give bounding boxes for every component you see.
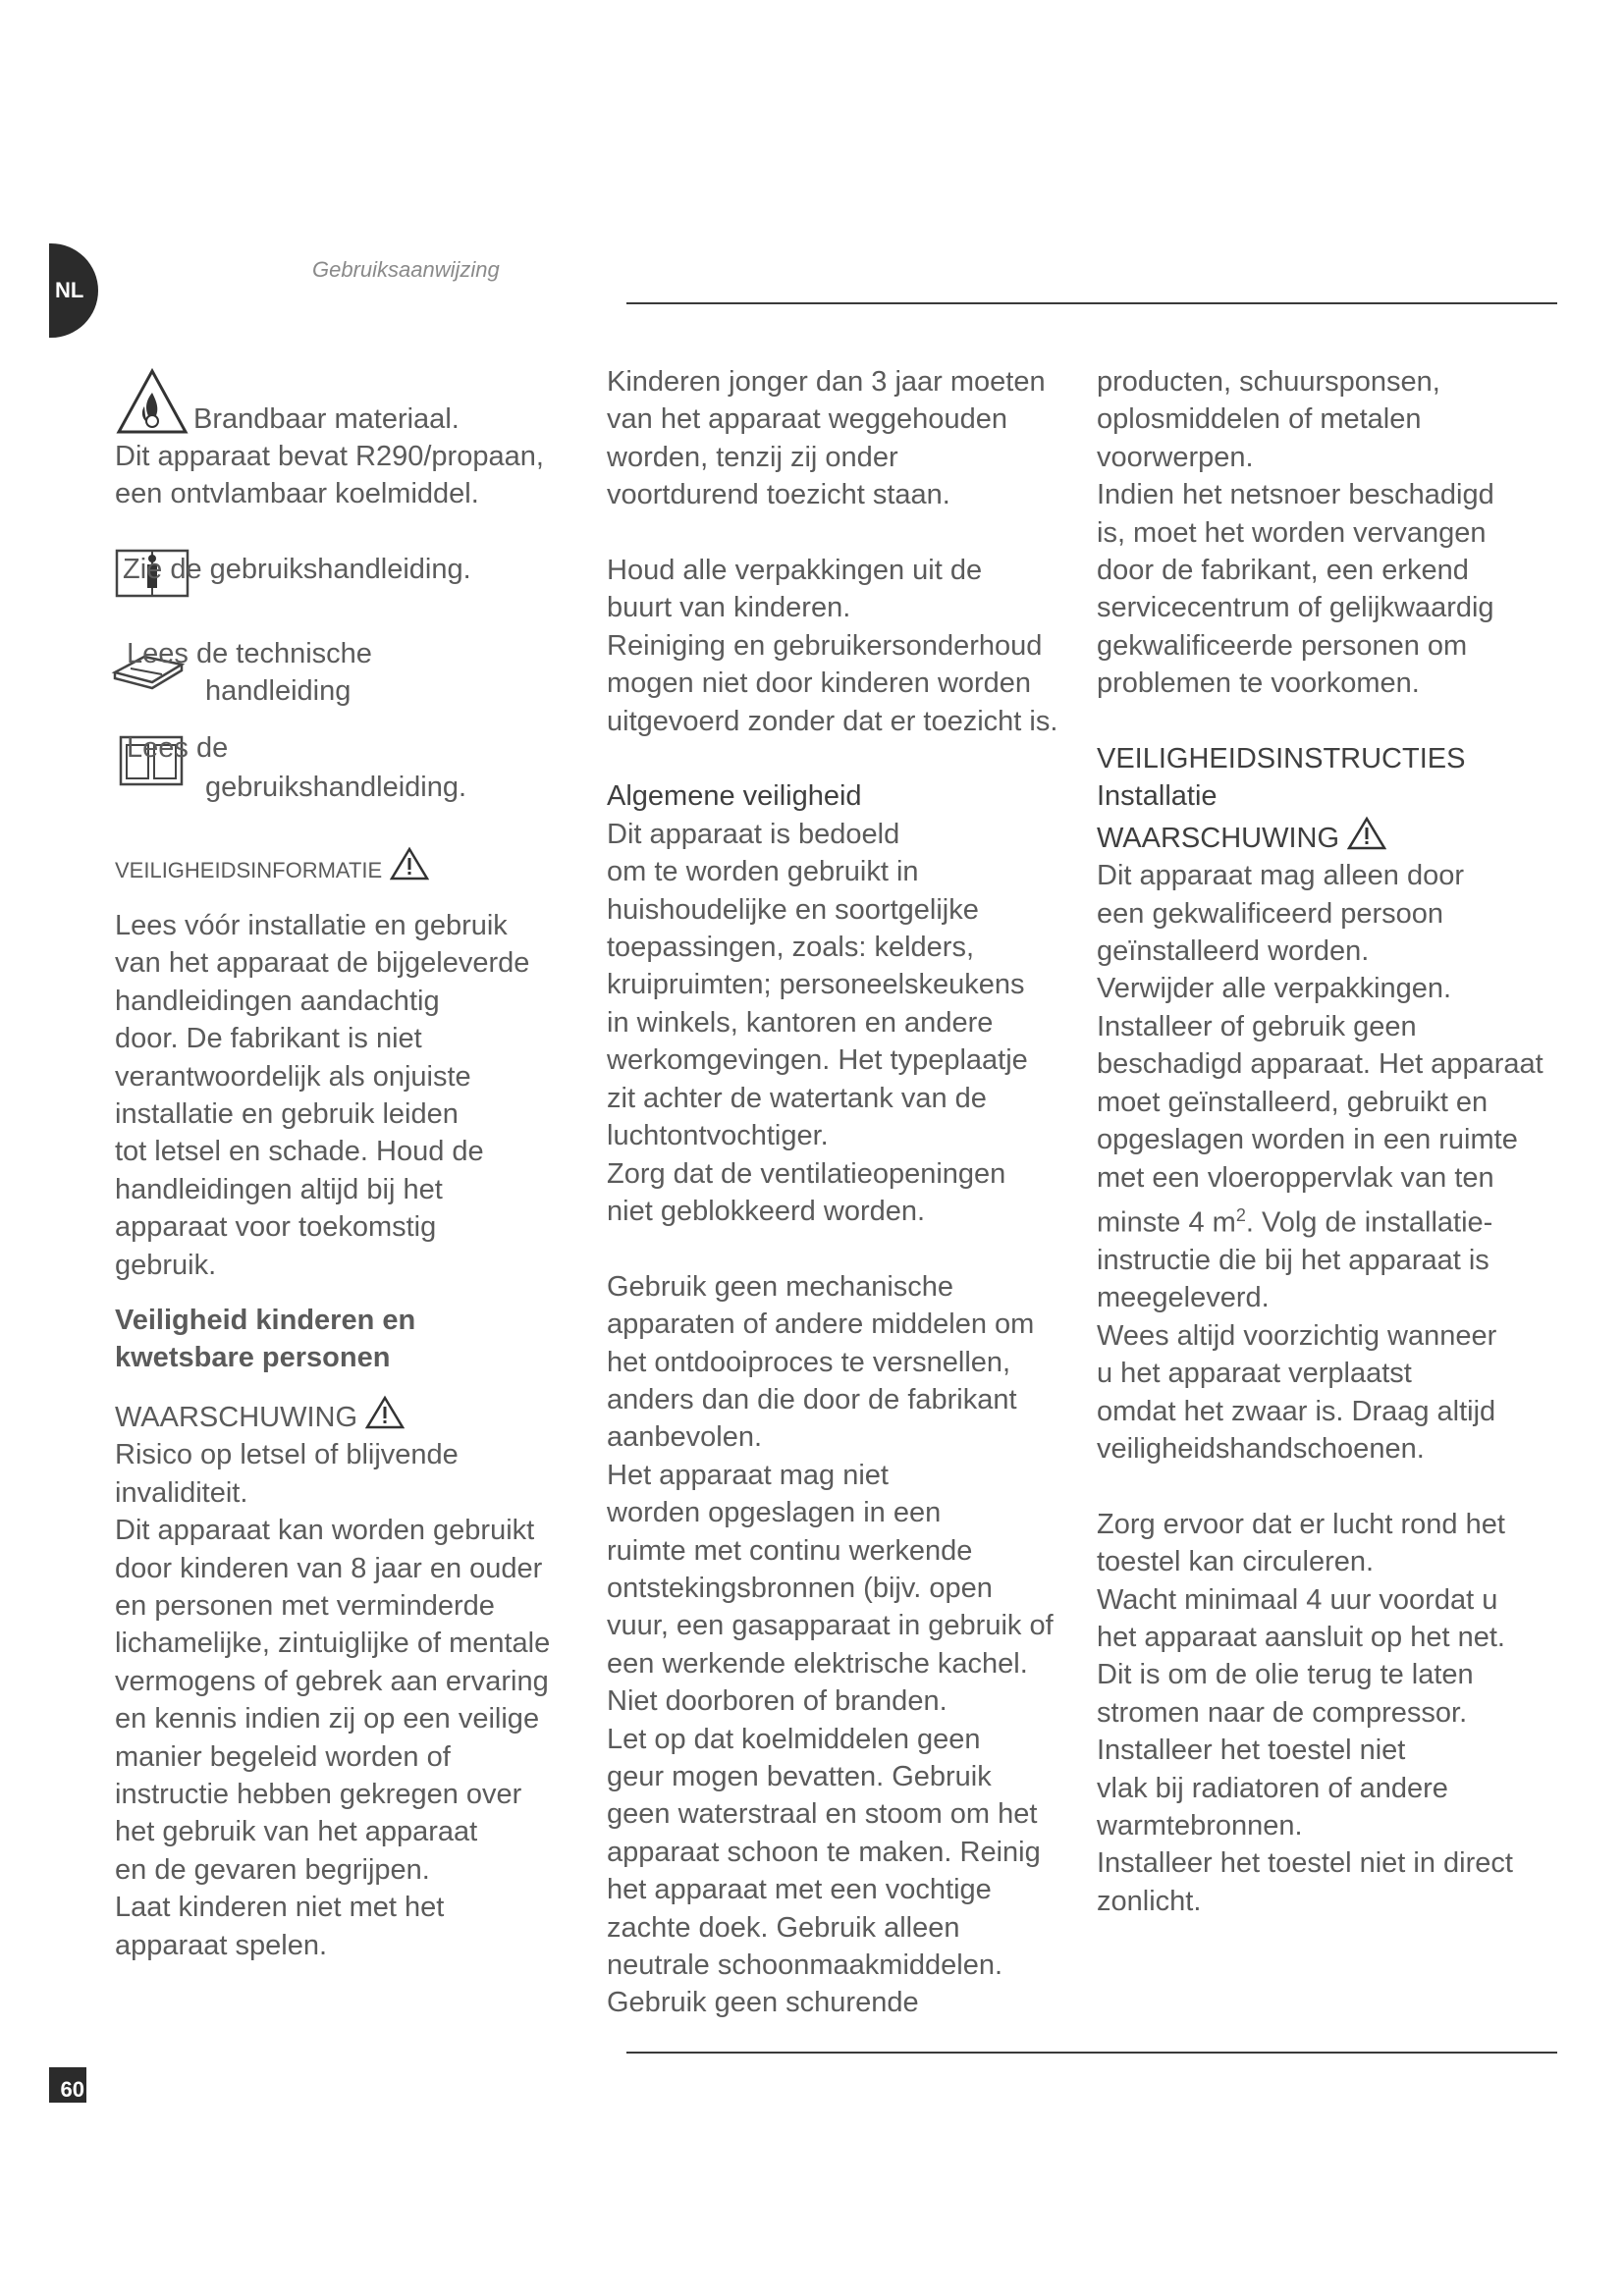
page-header-title: Gebruiksaanwijzing [312,257,500,282]
cord-line-2: oplosmiddelen of metalen [1097,403,1422,436]
general-safety-heading: Algemene veiligheid [607,780,862,813]
packaging-line-4: mogen niet door kinderen worden [607,667,1032,700]
warning-line-11: het gebruik van het apparaat [115,1816,478,1848]
defrost-line-12: Niet doorboren of branden. [607,1685,947,1718]
area-prefix: minste 4 m [1097,1206,1236,1239]
defrost-line-9: ontstekingsbronnen (bijv. open [607,1572,993,1604]
warning-line-3: Dit apparaat kan worden gebruikt [115,1515,535,1547]
warning-line-10: instructie hebben gekregen over [115,1778,522,1810]
warning-line-5: en personen met verminderde [115,1589,495,1622]
general-safety-line-3: huishoudelijke en soortgelijke [607,893,979,926]
packaging-line-5: uitgevoerd zonder dat er toezicht is. [607,705,1058,737]
cord-line-7: servicecentrum of gelijkwaardig [1097,592,1494,624]
installation-warning-label: WAARSCHUWING [1097,822,1340,854]
column-2 [607,363,1078,2022]
general-safety-line-8: zit achter de watertank van de [607,1082,987,1114]
cord-line-5: is, moet het worden vervangen [1097,516,1487,549]
general-safety-line-4: toepassingen, zoals: kelders, [607,932,974,964]
safety-info-heading: VEILIGHEIDSINFORMATIE [115,857,383,882]
top-divider [626,302,1557,304]
warning-line-6: lichamelijke, zintuiglijke of mentale [115,1628,551,1660]
technical-manual-caption-line-2: handleiding [205,675,352,708]
cord-line-4: Indien het netsnoer beschadigd [1097,479,1494,511]
packaging-line-3: Reiniging en gebruikersonderhoud [607,629,1043,662]
warning-line-7: vermogens of gebrek aan ervaring [115,1665,549,1697]
safety-info-line-4: door. De fabrikant is niet [115,1023,422,1055]
defrost-line-14: geur mogen bevatten. Gebruik [607,1760,992,1792]
airflow-line-2: toestel kan circuleren. [1097,1546,1375,1578]
cord-line-1: producten, schuursponsen, [1097,366,1440,398]
warning-line-14: apparaat spelen. [115,1929,328,1961]
flammable-symbol-block [115,363,576,438]
flammable-text-line-2: een ontvlambaar koelmiddel. [115,478,479,510]
defrost-line-11: een werkende elektrische kachel. [607,1647,1028,1680]
warning-triangle-icon [1347,816,1386,851]
cord-line-3: voorwerpen. [1097,441,1254,473]
manual-symbol-block [115,551,576,600]
general-safety-line-1: Dit apparaat is bedoeld [607,818,900,850]
safety-info-line-5: verantwoordelijk als onjuiste [115,1060,471,1093]
general-safety-line-2: om te worden gebruikt in [607,856,919,888]
general-safety-line-7: werkomgevingen. Het typeplaatje [607,1044,1028,1077]
general-safety-line-11: niet geblokkeerd worden. [607,1195,926,1227]
airflow-line-9: warmtebronnen. [1097,1810,1303,1842]
flammable-caption: Brandbaar materiaal. [193,403,460,435]
warning-triangle-icon [390,846,429,881]
technical-manual-symbol-block [115,635,576,712]
installation-area-line [1097,1197,1558,1242]
installation-line-1: Dit apparaat mag alleen door [1097,860,1465,892]
installation-line-5: Installeer of gebruik geen [1097,1010,1417,1042]
children-under-3-line-4: voortdurend toezicht staan. [607,479,950,511]
safety-info-line-8: handleidingen altijd bij het [115,1173,443,1205]
defrost-line-4: anders dan die door de fabrikant [607,1383,1017,1415]
airflow-line-4: het apparaat aansluit op het net. [1097,1622,1505,1654]
airflow-line-5: Dit is om de olie terug te laten [1097,1659,1474,1691]
column-1 [115,363,576,1964]
page-number-text: 60 [60,2077,84,2102]
warning-heading-row [115,1395,576,1436]
safety-info-line-7: tot letsel en schade. Houd de [115,1136,484,1168]
safety-info-line-1: Lees vóór installatie en gebruik [115,910,508,941]
airflow-line-10: Installeer het toestel niet in direct [1097,1847,1513,1880]
installation-line-4: Verwijder alle verpakkingen. [1097,973,1452,1005]
airflow-line-1: Zorg ervoor dat er lucht rond het [1097,1508,1505,1540]
column-3 [1097,363,1558,1920]
airflow-line-11: zonlicht. [1097,1885,1202,1917]
installation-line-14: omdat het zwaar is. Draag altijd [1097,1395,1496,1427]
cord-line-6: door de fabrikant, een erkend [1097,555,1469,587]
safety-info-line-6: installatie en gebruik leiden [115,1098,459,1131]
defrost-line-8: ruimte met continu werkende [607,1534,973,1567]
defrost-line-6: Het apparaat mag niet [607,1459,889,1491]
warning-line-4: door kinderen van 8 jaar en ouder [115,1552,543,1584]
defrost-line-2: apparaten of andere middelen om [607,1308,1035,1341]
packaging-line-2: buurt van kinderen. [607,592,851,624]
warning-line-8: en kennis indien zij op een veilige [115,1703,540,1735]
defrost-line-7: worden opgeslagen in een [607,1497,942,1529]
flammable-warning-icon [115,367,189,438]
area-superscript: 2 [1235,1204,1246,1225]
defrost-line-16: apparaat schoon te maken. Reinig [607,1836,1041,1868]
installation-line-13: u het apparaat verplaatst [1097,1358,1412,1390]
defrost-line-15: geen waterstraal en stoom om het [607,1798,1038,1831]
manual-caption: Zie de gebruikshandleiding. [123,554,471,586]
children-under-3-line-1: Kinderen jonger dan 3 jaar moeten [607,366,1046,398]
defrost-line-5: aanbevolen. [607,1421,763,1454]
packaging-line-1: Houd alle verpakkingen uit de [607,555,983,587]
warning-line-9: manier begeleid worden of [115,1740,451,1773]
airflow-line-6: stromen naar de compressor. [1097,1696,1468,1729]
safety-info-heading-row [115,846,576,889]
cord-line-8: gekwalificeerde personen om [1097,629,1468,662]
installation-line-15: veiligheidshandschoenen. [1097,1433,1425,1466]
installation-line-10: instructie die bij het apparaat is [1097,1244,1489,1276]
area-suffix: . Volg de installatie- [1245,1206,1493,1239]
installation-line-3: geïnstalleerd worden. [1097,935,1370,968]
safety-info-line-10: gebruik. [115,1249,217,1281]
airflow-line-3: Wacht minimaal 4 uur voordat u [1097,1583,1498,1616]
defrost-line-17: het apparaat met een vochtige [607,1874,992,1906]
general-safety-line-10: Zorg dat de ventilatieopeningen [607,1157,1006,1190]
general-safety-line-9: luchtontvochtiger. [607,1120,829,1152]
warning-line-13: Laat kinderen niet met het [115,1892,445,1924]
cord-line-9: problemen te voorkomen. [1097,667,1420,700]
children-under-3-line-3: worden, tenzij zij onder [607,441,898,473]
defrost-line-13: Let op dat koelmiddelen geen [607,1723,981,1755]
language-tab [49,243,98,338]
defrost-line-18: zachte doek. Gebruik alleen [607,1911,960,1944]
warning-label: WAARSCHUWING [115,1401,358,1433]
safety-info-line-2: van het apparaat de bijgeleverde [115,947,530,980]
technical-manual-caption-line-1: Lees de technische [127,638,372,670]
installation-line-7: moet geïnstalleerd, gebruikt en [1097,1086,1489,1118]
safety-info-line-9: apparaat voor toekomstig [115,1211,437,1244]
defrost-line-1: Gebruik geen mechanische [607,1270,954,1303]
safety-instructions-heading: VEILIGHEIDSINSTRUCTIES [1097,743,1466,775]
installation-line-8: opgeslagen worden in een ruimte [1097,1124,1518,1156]
children-heading-line-2: kwetsbare personen [115,1342,391,1374]
installation-line-6: beschadigd apparaat. Het apparaat [1097,1048,1543,1081]
user-manual-caption-line-2: gebruikshandleiding. [205,772,467,804]
installation-warning-row [1097,816,1558,857]
airflow-line-8: vlak bij radiatoren of andere [1097,1772,1448,1804]
airflow-line-7: Installeer het toestel niet [1097,1735,1406,1767]
page-number [49,2067,86,2103]
general-safety-line-5: kruipruimten; personeelskeukens [607,969,1025,1001]
warning-triangle-icon [365,1395,405,1430]
warning-line-12: en de gevaren begrijpen. [115,1853,430,1886]
children-under-3-line-2: van het apparaat weggehouden [607,403,1007,436]
installation-line-11: meegeleverd. [1097,1282,1270,1314]
defrost-line-3: het ontdooiproces te versnellen, [607,1346,1011,1378]
warning-line-2: invaliditeit. [115,1476,248,1509]
safety-info-line-3: handleidingen aandachtig [115,985,440,1017]
defrost-line-10: vuur, een gasapparaat in gebruik of [607,1610,1054,1642]
installation-line-2: een gekwalificeerd persoon [1097,897,1444,930]
defrost-line-20: Gebruik geen schurende [607,1987,919,2019]
bottom-divider [626,2052,1557,2054]
flammable-text-line-1: Dit apparaat bevat R290/propaan, [115,441,544,472]
installation-line-9: met een vloeroppervlak van ten [1097,1161,1494,1194]
warning-line-1: Risico op letsel of blijvende [115,1439,459,1471]
general-safety-line-6: in winkels, kantoren en andere [607,1006,994,1039]
language-code: NL [55,278,84,302]
installation-heading: Installatie [1097,780,1218,813]
installation-line-12: Wees altijd voorzichtig wanneer [1097,1319,1497,1352]
user-manual-symbol-block [115,729,576,808]
defrost-line-19: neutrale schoonmaakmiddelen. [607,1949,1003,1982]
user-manual-caption-line-1: Lees de [127,732,229,765]
children-heading-line-1: Veiligheid kinderen en [115,1305,416,1337]
